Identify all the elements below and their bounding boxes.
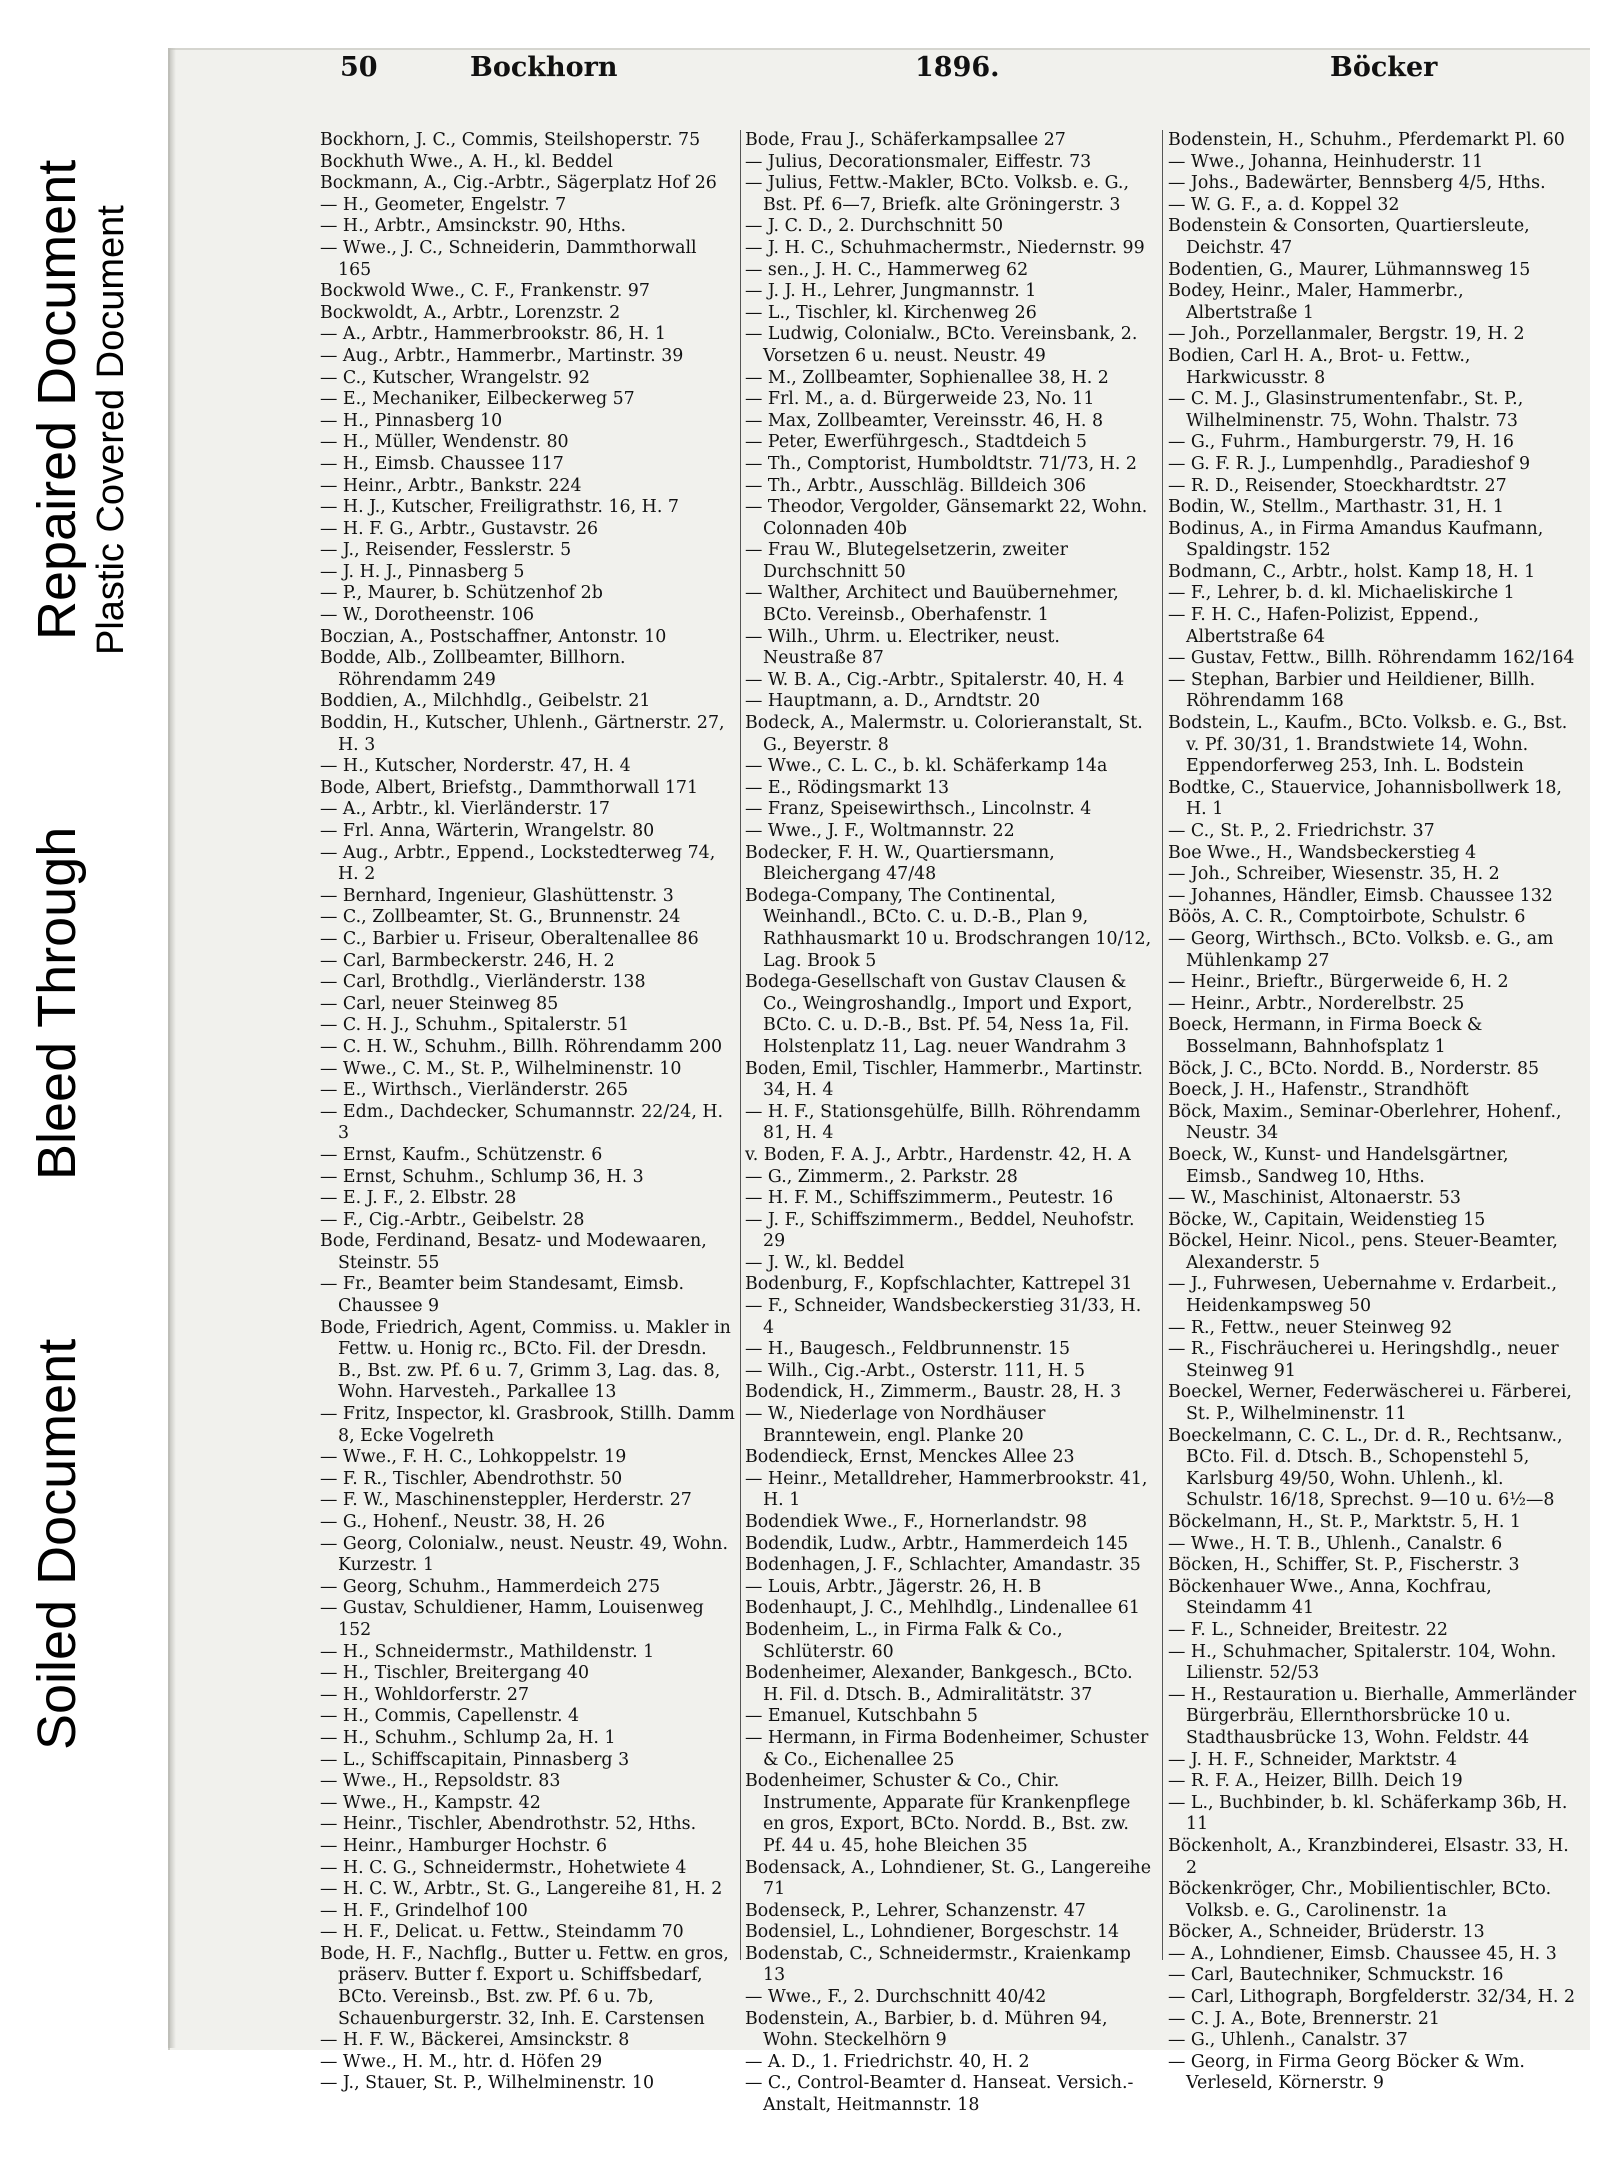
directory-entry: — H. F. W., Bäckerei, Amsinckstr. 8	[320, 2030, 630, 2051]
directory-entry: — Joh., Porzellanmaler, Bergstr. 19, H. 2	[1168, 324, 1525, 345]
directory-entry: Bodien, Carl H. A., Brot- u. Fettw., Harkwicusstr. 8	[1168, 345, 1471, 388]
directory-entry: — J. C. D., 2. Durchschnitt 50	[745, 216, 1004, 237]
directory-entry: — C. H. J., Schuhm., Spitalerstr. 51	[320, 1015, 630, 1036]
directory-entry: Böös, A. C. R., Comptoirbote, Schulstr. 6	[1168, 907, 1526, 928]
directory-entry: Bodendiek Wwe., F., Hornerlandstr. 98	[745, 1512, 1088, 1532]
directory-entry: — H. C. W., Arbtr., St. G., Langereihe 81, H. 2	[320, 1879, 723, 1900]
directory-entry: Böck, J. C., BCto. Nordd. B., Norderstr. 85	[1168, 1058, 1540, 1079]
directory-entry: Bodendik, Ludw., Arbtr., Hammerdeich 145	[745, 1533, 1129, 1554]
directory-entry: Boeck, W., Kunst- und Handelsgärtner, Eimsb., Sandweg 10, Hths.	[1168, 1144, 1509, 1187]
directory-entry: — Max, Zollbeamter, Vereinsstr. 46, H. 8	[745, 410, 1104, 431]
directory-entry: — Carl, Brothdlg., Vierländerstr. 138	[320, 972, 646, 993]
directory-entry: Bodenhagen, J. F., Schlachter, Amandastr. 35	[745, 1555, 1141, 1576]
directory-entry: Böckenkröger, Chr., Mobilientischler, BCto. Volksb. e. G., Carolinenstr. 1a	[1168, 1879, 1552, 1921]
column-divider-2	[1162, 130, 1163, 1960]
directory-column-1	[320, 130, 735, 2094]
directory-entry: — Georg, in Firma Georg Böcker & Wm. Verleseld, Körnerstr. 9	[1168, 2051, 1525, 2094]
directory-entry: Bodeck, A., Malermstr. u. Colorieranstalt, St. G., Beyerstr. 8	[745, 713, 1143, 755]
directory-entry: — H. F., Grindelhof 100	[320, 1900, 528, 1921]
directory-entry: — A., Arbtr., kl. Vierländerstr. 17	[320, 799, 610, 820]
directory-entry: — Ernst, Kaufm., Schützenstr. 6	[320, 1144, 603, 1165]
directory-entry: — F. H. C., Hafen-Polizist, Eppend., Albertstraße 64	[1168, 605, 1480, 647]
directory-entry: Bockmann, A., Cig.-Arbtr., Sägerplatz Hof 26	[320, 173, 717, 194]
directory-entry: Bode, Ferdinand, Besatz- und Modewaaren, Steinstr. 55	[320, 1231, 707, 1273]
directory-entry: — A., Arbtr., Hammerbrookstr. 86, H. 1	[320, 324, 666, 345]
directory-entry: — J. H. J., Pinnasberg 5	[320, 561, 525, 582]
directory-entry: — L., Tischler, kl. Kirchenweg 26	[745, 302, 1037, 323]
directory-entry: Bodendieck, Ernst, Menckes Allee 23	[745, 1447, 1075, 1468]
directory-entry: — C. H. W., Schuhm., Billh. Röhrendamm 200	[320, 1036, 723, 1057]
directory-entry: — Franz, Speisewirthsch., Lincolnstr. 4	[745, 799, 1092, 820]
directory-entry: Bodega-Gesellschaft von Gustav Clausen & Co., Weingroshandlg., Import und Export, BCto. C. u. D.-B., Bst. Pf. 54, Ness 1a, Fil. Holstenplatz 11, Lag. neuer Wandrahm 3	[745, 972, 1133, 1057]
directory-entry: — Wwe., H., Repsoldstr. 83	[320, 1771, 561, 1792]
directory-entry: — Wwe., F. H. C., Lohkoppelstr. 19	[320, 1447, 627, 1468]
directory-entry: — W. G. F., a. d. Koppel 32	[1168, 194, 1400, 215]
directory-entry: — H., Restauration u. Bierhalle, Ammerländer Bürgerbräu, Ellernthorsbrücke 10 u. Stadthausbrücke 13, Wohn. Feldstr. 44	[1168, 1684, 1577, 1748]
directory-entry: — Th., Arbtr., Ausschläg. Billdeich 306	[745, 475, 1087, 496]
directory-entry: — E., Wirthsch., Vierländerstr. 265	[320, 1080, 629, 1101]
directory-entry: — Heinr., Arbtr., Norderelbstr. 25	[1168, 993, 1465, 1014]
directory-entry: Böcke, W., Capitain, Weidenstieg 15	[1168, 1209, 1486, 1230]
directory-entry: — Aug., Arbtr., Eppend., Lockstedterweg 74, H. 2	[320, 842, 716, 885]
directory-entry: — Frl. M., a. d. Bürgerweide 23, No. 11	[745, 389, 1095, 410]
directory-entry: — H. J., Kutscher, Freiligrathstr. 16, H. 7	[320, 497, 679, 518]
directory-entry: — Carl, Bautechniker, Schmuckstr. 16	[1168, 1965, 1504, 1986]
directory-entry: Boeckelmann, C. C. L., Dr. d. R., Rechtsanw., BCto. Fil. d. Dtsch. B., Schopenstehl 5, Karlsburg 49/50, Wohn. Uhlenh., kl. Schulstr. 16/18, Sprechst. 9—10 u. 6½—8	[1168, 1425, 1563, 1511]
header-left-word: Bockhorn	[470, 52, 618, 83]
directory-entry: Bodega-Company, The Continental, Weinhandl., BCto. C. u. D.-B., Plan 9, Rathhausmarkt 10 u. Brodschrangen 10/12, Lag. Brook 5	[745, 885, 1152, 971]
directory-entry: — C., St. P., 2. Friedrichstr. 37	[1168, 821, 1435, 841]
directory-entry: Böckel, Heinr. Nicol., pens. Steuer-Beamter, Alexanderstr. 5	[1168, 1231, 1558, 1273]
directory-entry: — W. B. A., Cig.-Arbtr., Spitalerstr. 40, H. 4	[745, 669, 1125, 690]
directory-column-2	[745, 130, 1155, 2116]
directory-entry: — Fr., Beamter beim Standesamt, Eimsb. Chaussee 9	[320, 1274, 685, 1317]
directory-entry: — G. F. R. J., Lumpenhdlg., Paradieshof 9	[1168, 453, 1531, 474]
column-divider-1	[740, 130, 741, 1960]
directory-entry: Bodmann, C., Arbtr., holst. Kamp 18, H. 1	[1168, 561, 1536, 582]
directory-entry: — Wwe., J. C., Schneiderin, Dammthorwall 165	[320, 237, 697, 280]
directory-entry: — C., Zollbeamter, St. G., Brunnenstr. 24	[320, 907, 681, 928]
directory-entry: — P., Maurer, b. Schützenhof 2b	[320, 583, 603, 604]
directory-entry: Bodin, W., Stellm., Marthastr. 31, H. 1	[1168, 497, 1504, 518]
directory-entry: — Hermann, in Firma Bodenheimer, Schuster & Co., Eichenallee 25	[745, 1727, 1149, 1770]
directory-entry: — J., Reisender, Fesslerstr. 5	[320, 540, 572, 561]
directory-entry: — L., Buchbinder, b. kl. Schäferkamp 36b, H. 11	[1168, 1792, 1568, 1835]
directory-entry: — Georg, Colonialw., neust. Neustr. 49, Wohn. Kurzestr. 1	[320, 1533, 728, 1576]
directory-entry: — Wwe., F., 2. Durchschnitt 40/42	[745, 1987, 1047, 2008]
directory-entry: — C., Kutscher, Wrangelstr. 92	[320, 367, 591, 388]
directory-entry: — Gustav, Schuldiener, Hamm, Louisenweg 152	[320, 1598, 704, 1640]
directory-entry: — Gustav, Fettw., Billh. Röhrendamm 162/164	[1168, 648, 1575, 669]
directory-entry: — H. F. G., Arbtr., Gustavstr. 26	[320, 518, 599, 539]
directory-entry: — G., Zimmerm., 2. Parkstr. 28	[745, 1166, 1018, 1187]
directory-entry: — Carl, Barmbeckerstr. 246, H. 2	[320, 950, 615, 971]
directory-entry: — H., Schuhmacher, Spitalerstr. 104, Wohn. Lilienstr. 52/53	[1168, 1641, 1557, 1684]
directory-entry: Bode, Friedrich, Agent, Commiss. u. Makler in Fettw. u. Honig rc., BCto. Fil. der Dresdn. B., Bst. zw. Pf. 6 u. 7, Grimm 3, Lag. das. 8, Wohn. Harvesteh., Parkallee 13	[320, 1317, 731, 1403]
directory-entry: — J., Stauer, St. P., Wilhelminenstr. 10	[320, 2073, 655, 2094]
directory-entry: — H., Geometer, Engelstr. 7	[320, 194, 567, 215]
directory-entry: — C., Control-Beamter d. Hanseat. Versich.-Anstalt, Heitmannstr. 18	[745, 2073, 1134, 2116]
directory-entry: — Georg, Wirthsch., BCto. Volksb. e. G., am Mühlenkamp 27	[1168, 928, 1554, 971]
directory-entry: Bodenheimer, Alexander, Bankgesch., BCto. H. Fil. d. Dtsch. B., Admiralitätstr. 37	[745, 1663, 1133, 1705]
directory-entry: — W., Dorotheenstr. 106	[320, 605, 535, 626]
directory-entry: — J. F., Schiffszimmerm., Beddel, Neuhofstr. 29	[745, 1209, 1135, 1252]
directory-entry: — Johannes, Händler, Eimsb. Chaussee 132	[1168, 885, 1553, 906]
directory-entry: Bodenhaupt, J. C., Mehlhdlg., Lindenallee 61	[745, 1598, 1140, 1619]
page-edge-shadow	[168, 48, 176, 2048]
directory-entry: — Carl, neuer Steinweg 85	[320, 993, 559, 1014]
directory-entry: Bodtke, C., Stauervice, Johannisbollwerk 18, H. 1	[1168, 777, 1562, 820]
directory-entry: — W., Niederlage von Nordhäuser Branntewein, engl. Planke 20	[745, 1404, 1046, 1446]
directory-entry: — Th., Comptorist, Humboldtstr. 71/73, H. 2	[745, 453, 1137, 474]
directory-entry: Bode, Frau J., Schäferkampsallee 27	[745, 130, 1066, 150]
directory-entry: Böckelmann, H., St. P., Marktstr. 5, H. 1	[1168, 1512, 1521, 1532]
directory-entry: — Joh., Schreiber, Wiesenstr. 35, H. 2	[1168, 864, 1500, 885]
directory-entry: — H., Arbtr., Amsinckstr. 90, Hths.	[320, 216, 627, 237]
directory-entry: — R., Fischräucherei u. Heringshdlg., neuer Steinweg 91	[1168, 1339, 1559, 1381]
directory-entry: — Hauptmann, a. D., Arndtstr. 20	[745, 691, 1041, 712]
directory-entry: Bodenseck, P., Lehrer, Schanzenstr. 47	[745, 1900, 1086, 1921]
directory-entry: — L., Schiffscapitain, Pinnasberg 3	[320, 1749, 630, 1770]
directory-entry: — M., Zollbeamter, Sophienallee 38, H. 2	[745, 367, 1109, 388]
directory-entry: — Wwe., C. M., St. P., Wilhelminenstr. 10	[320, 1058, 682, 1079]
directory-entry: Bodensiel, L., Lohndiener, Borgeschstr. 14	[745, 1922, 1120, 1943]
directory-entry: — H. C. G., Schneidermstr., Hohetwiete 4	[320, 1857, 687, 1878]
directory-entry: Bodey, Heinr., Maler, Hammerbr., Albertstraße 1	[1168, 281, 1464, 323]
directory-entry: — Frl. Anna, Wärterin, Wrangelstr. 80	[320, 821, 655, 841]
directory-entry: — J. W., kl. Beddel	[745, 1252, 905, 1273]
directory-entry: — Wwe., H. M., htr. d. Höfen 29	[320, 2051, 603, 2072]
directory-entry: Boden, Emil, Tischler, Hammerbr., Martinstr. 34, H. 4	[745, 1058, 1143, 1101]
directory-entry: Boeckel, Werner, Federwäscherei u. Färberei, St. P., Wilhelminenstr. 11	[1168, 1382, 1572, 1425]
directory-entry: — G., Uhlenh., Canalstr. 37	[1168, 2030, 1408, 2051]
directory-entry: — Ernst, Schuhm., Schlump 36, H. 3	[320, 1166, 644, 1187]
directory-column-3	[1168, 130, 1578, 2094]
directory-entry: — J. H. F., Schneider, Marktstr. 4	[1168, 1749, 1457, 1770]
directory-entry: Böcken, H., Schiffer, St. P., Fischerstr. 3	[1168, 1555, 1520, 1576]
directory-entry: Boddin, H., Kutscher, Uhlenh., Gärtnerstr. 27, H. 3	[320, 713, 725, 755]
directory-entry: Bodenstab, C., Schneidermstr., Kraienkamp 13	[745, 1943, 1131, 1986]
directory-entry: Bodenstein, H., Schuhm., Pferdemarkt Pl. 60	[1168, 130, 1565, 150]
directory-entry: — Carl, Lithograph, Borgfelderstr. 32/34, H. 2	[1168, 1987, 1576, 2008]
directory-entry: Bockhuth Wwe., A. H., kl. Beddel	[320, 151, 613, 172]
directory-entry: — Julius, Decorationsmaler, Eiffestr. 73	[745, 151, 1092, 172]
directory-entry: Bodenheim, L., in Firma Falk & Co., Schlüterstr. 60	[745, 1619, 1063, 1662]
directory-entry: — H., Commis, Capellenstr. 4	[320, 1706, 580, 1727]
directory-entry: — Wilh., Cig.-Arbt., Osterstr. 111, H. 5	[745, 1360, 1086, 1381]
directory-entry: Bockwoldt, A., Arbtr., Lorenzstr. 2	[320, 302, 621, 323]
directory-entry: — Wwe., Johanna, Heinhuderstr. 11	[1168, 151, 1484, 172]
directory-entry: — E. J. F., 2. Elbstr. 28	[320, 1188, 517, 1209]
directory-entry: — Ludwig, Colonialw., BCto. Vereinsbank, 2. Vorsetzen 6 u. neust. Neustr. 49	[745, 324, 1138, 366]
directory-entry: Böckenholt, A., Kranzbinderei, Elsastr. 33, H. 2	[1168, 1835, 1569, 1878]
directory-entry: — Heinr., Tischler, Abendrothstr. 52, Hths.	[320, 1814, 697, 1835]
directory-entry: — J. H. C., Schuhmachermstr., Niedernstr. 99	[745, 237, 1145, 258]
directory-entry: Boddien, A., Milchhdlg., Geibelstr. 21	[320, 691, 651, 712]
document-condition-labels	[0, 0, 168, 2177]
directory-entry: — E., Mechaniker, Eilbeckerweg 57	[320, 389, 635, 410]
directory-entry: — H., Pinnasberg 10	[320, 410, 503, 431]
directory-entry: — sen., J. H. C., Hammerweg 62	[745, 259, 1029, 280]
directory-entry: Bodde, Alb., Zollbeamter, Billhorn. Röhrendamm 249	[320, 648, 626, 690]
directory-entry: — Wilh., Uhrm. u. Electriker, neust. Neustraße 87	[745, 626, 1060, 669]
directory-entry: Boeck, J. H., Hafenstr., Strandhöft	[1168, 1080, 1469, 1101]
directory-entry: Bodendick, H., Zimmerm., Baustr. 28, H. 3	[745, 1382, 1122, 1403]
directory-entry: — Edm., Dachdecker, Schumannstr. 22/24, H. 3	[320, 1101, 724, 1144]
directory-entry: — H., Müller, Wendenstr. 80	[320, 432, 569, 453]
directory-entry: — F., Cig.-Arbtr., Geibelstr. 28	[320, 1209, 585, 1230]
directory-entry: Boczian, A., Postschaffner, Antonstr. 10	[320, 626, 667, 647]
header-year: 1896.	[915, 52, 1000, 83]
directory-entry: — Heinr., Hamburger Hochstr. 6	[320, 1835, 608, 1856]
directory-entry: — J., Fuhrwesen, Uebernahme v. Erdarbeit., Heidenkampsweg 50	[1168, 1274, 1557, 1317]
directory-entry: — C. J. A., Bote, Brennerstr. 21	[1168, 2008, 1440, 2029]
directory-entry: v. Boden, F. A. J., Arbtr., Hardenstr. 42, H. A	[745, 1144, 1131, 1165]
directory-entry: Böck, Maxim., Seminar-Oberlehrer, Hohenf., Neustr. 34	[1168, 1101, 1562, 1144]
directory-entry: — F. L., Schneider, Breitestr. 22	[1168, 1619, 1448, 1640]
directory-entry: — F., Lehrer, b. d. kl. Michaeliskirche 1	[1168, 583, 1515, 604]
directory-entry: — Georg, Schuhm., Hammerdeich 275	[320, 1576, 661, 1597]
directory-entry: — W., Maschinist, Altonaerstr. 53	[1168, 1188, 1461, 1209]
directory-entry: — F. W., Maschinensteppler, Herderstr. 27	[320, 1490, 692, 1511]
directory-entry: — R. F. A., Heizer, Billh. Deich 19	[1168, 1771, 1463, 1792]
directory-entry: Böcker, A., Schneider, Brüderstr. 13	[1168, 1922, 1485, 1943]
directory-entry: — H., Wohldorferstr. 27	[320, 1684, 530, 1705]
directory-entry: — A. D., 1. Friedrichstr. 40, H. 2	[745, 2051, 1030, 2072]
directory-entry: — R., Fettw., neuer Steinweg 92	[1168, 1317, 1453, 1338]
directory-entry: — Stephan, Barbier und Heildiener, Billh. Röhrendamm 168	[1168, 669, 1536, 712]
directory-entry: — Emanuel, Kutschbahn 5	[745, 1706, 978, 1727]
directory-entry: — Wwe., H. T. B., Uhlenh., Canalstr. 6	[1168, 1533, 1503, 1554]
directory-entry: — Heinr., Metalldreher, Hammerbrookstr. 41, H. 1	[745, 1468, 1148, 1511]
directory-entry: — R. D., Reisender, Stoeckhardtstr. 27	[1168, 475, 1507, 496]
directory-entry: — Julius, Fettw.-Makler, BCto. Volksb. e. G., Bst. Pf. 6—7, Briefk. alte Gröningerstr. 3	[745, 173, 1129, 215]
directory-entry: — H., Schneidermstr., Mathildenstr. 1	[320, 1641, 655, 1662]
directory-entry: — A., Lohndiener, Eimsb. Chaussee 45, H. 3	[1168, 1943, 1557, 1964]
directory-entry: Bodinus, A., in Firma Amandus Kaufmann, Spaldingstr. 152	[1168, 518, 1544, 561]
directory-entry: Bodenheimer, Schuster & Co., Chir. Instrumente, Apparate für Krankenpflege en gros, Export, BCto. Nordd. B., Bst. zw. Pf. 44 u. 45, hohe Bleichen 35	[745, 1771, 1131, 1856]
directory-entry: — Bernhard, Ingenieur, Glashüttenstr. 3	[320, 885, 674, 906]
directory-entry: Bodenstein & Consorten, Quartiersleute, Deichstr. 47	[1168, 216, 1530, 258]
directory-entry: — H., Schuhm., Schlump 2a, H. 1	[320, 1727, 616, 1748]
label-repaired-document: Repaired Document	[27, 159, 87, 640]
directory-entry: Bodenburg, F., Kopfschlachter, Kattrepel 31	[745, 1274, 1133, 1295]
directory-entry: Böckenhauer Wwe., Anna, Kochfrau, Steindamm 41	[1168, 1576, 1492, 1619]
directory-entry: — G., Fuhrm., Hamburgerstr. 79, H. 16	[1168, 432, 1514, 453]
directory-entry: — Heinr., Brieftr., Bürgerweide 6, H. 2	[1168, 972, 1509, 993]
directory-entry: — Aug., Arbtr., Hammerbr., Martinstr. 39	[320, 345, 684, 366]
directory-entry: — Heinr., Arbtr., Bankstr. 224	[320, 475, 582, 496]
directory-entry: — H. F., Delicat. u. Fettw., Steindamm 70	[320, 1922, 684, 1943]
directory-entry: Bockhorn, J. C., Commis, Steilshoperstr. 75	[320, 130, 701, 150]
directory-entry: — Fritz, Inspector, kl. Grasbrook, Stillh. Damm 8, Ecke Vogelreth	[320, 1404, 735, 1446]
directory-entry: — Johs., Badewärter, Bennsberg 4/5, Hths.	[1168, 173, 1546, 194]
directory-entry: — F. R., Tischler, Abendrothstr. 50	[320, 1468, 623, 1489]
directory-entry: — E., Rödingsmarkt 13	[745, 777, 950, 798]
directory-entry: — G., Hohenf., Neustr. 38, H. 26	[320, 1512, 606, 1532]
directory-entry: — H., Eimsb. Chaussee 117	[320, 453, 564, 474]
directory-entry: Bode, Albert, Briefstg., Dammthorwall 171	[320, 777, 699, 798]
directory-entry: — F., Schneider, Wandsbeckerstieg 31/33, H. 4	[745, 1296, 1142, 1338]
directory-entry: Bodensack, A., Lohndiener, St. G., Langereihe 71	[745, 1857, 1152, 1900]
directory-entry: Bodenstein, A., Barbier, b. d. Mühren 94, Wohn. Steckelhörn 9	[745, 2008, 1108, 2051]
directory-entry: — Peter, Ewerführgesch., Stadtdeich 5	[745, 432, 1087, 453]
directory-entry: — H., Tischler, Breitergang 40	[320, 1663, 590, 1684]
directory-entry: — C., Barbier u. Friseur, Oberaltenallee 86	[320, 928, 699, 949]
directory-entry: — Wwe., J. F., Woltmannstr. 22	[745, 821, 1015, 841]
directory-entry: Bodecker, F. H. W., Quartiersmann, Bleichergang 47/48	[745, 842, 1055, 885]
directory-entry: Bodentien, G., Maurer, Lühmannsweg 15	[1168, 259, 1531, 280]
directory-entry: — Theodor, Vergolder, Gänsemarkt 22, Wohn. Colonnaden 40b	[745, 497, 1148, 539]
directory-entry: — Louis, Arbtr., Jägerstr. 26, H. B	[745, 1576, 1042, 1597]
directory-entry: — H., Baugesch., Feldbrunnenstr. 15	[745, 1339, 1071, 1360]
directory-entry: Bode, H. F., Nachflg., Butter u. Fettw. en gros, präserv. Butter f. Export u. Schiffsbedarf, BCto. Vereinsb., Bst. zw. Pf. 6 u. 7b, Schauenburgerstr. 32, Inh. E. Carstensen	[320, 1943, 729, 2029]
directory-entry: — H. F. M., Schiffszimmerm., Peutestr. 16	[745, 1188, 1114, 1209]
label-plastic-covered-document: Plastic Covered Document	[90, 205, 132, 655]
directory-entry: — Wwe., C. L. C., b. kl. Schäferkamp 14a	[745, 756, 1108, 777]
directory-entry: — Walther, Architect und Bauübernehmer, BCto. Vereinsb., Oberhafenstr. 1	[745, 583, 1119, 626]
directory-entry: — Frau W., Blutegelsetzerin, zweiter Durchschnitt 50	[745, 540, 1068, 582]
directory-entry: Boe Wwe., H., Wandsbeckerstieg 4	[1168, 842, 1477, 863]
label-soiled-document: Soiled Document	[27, 1338, 87, 1750]
directory-entry: — Wwe., H., Kampstr. 42	[320, 1792, 541, 1813]
page-number: 50	[340, 52, 378, 83]
directory-entry: Boeck, Hermann, in Firma Boeck & Bosselmann, Bahnhofsplatz 1	[1168, 1015, 1483, 1057]
directory-entry: — J. J. H., Lehrer, Jungmannstr. 1	[745, 281, 1037, 302]
directory-entry: — C. M. J., Glasinstrumentenfabr., St. P., Wilhelminenstr. 75, Wohn. Thalstr. 73	[1168, 389, 1524, 431]
header-right-word: Böcker	[1330, 52, 1438, 83]
directory-entry: — H. F., Stationsgehülfe, Billh. Röhrendamm 81, H. 4	[745, 1101, 1141, 1144]
directory-entry: — H., Kutscher, Norderstr. 47, H. 4	[320, 756, 631, 777]
label-bleed-through: Bleed Through	[27, 826, 87, 1180]
directory-entry: Bodstein, L., Kaufm., BCto. Volksb. e. G., Bst. v. Pf. 30/31, 1. Brandstwiete 14, Wohn. Eppendorferweg 253, Inh. L. Bodstein	[1168, 713, 1568, 777]
directory-entry: Bockwold Wwe., C. F., Frankenstr. 97	[320, 281, 650, 302]
